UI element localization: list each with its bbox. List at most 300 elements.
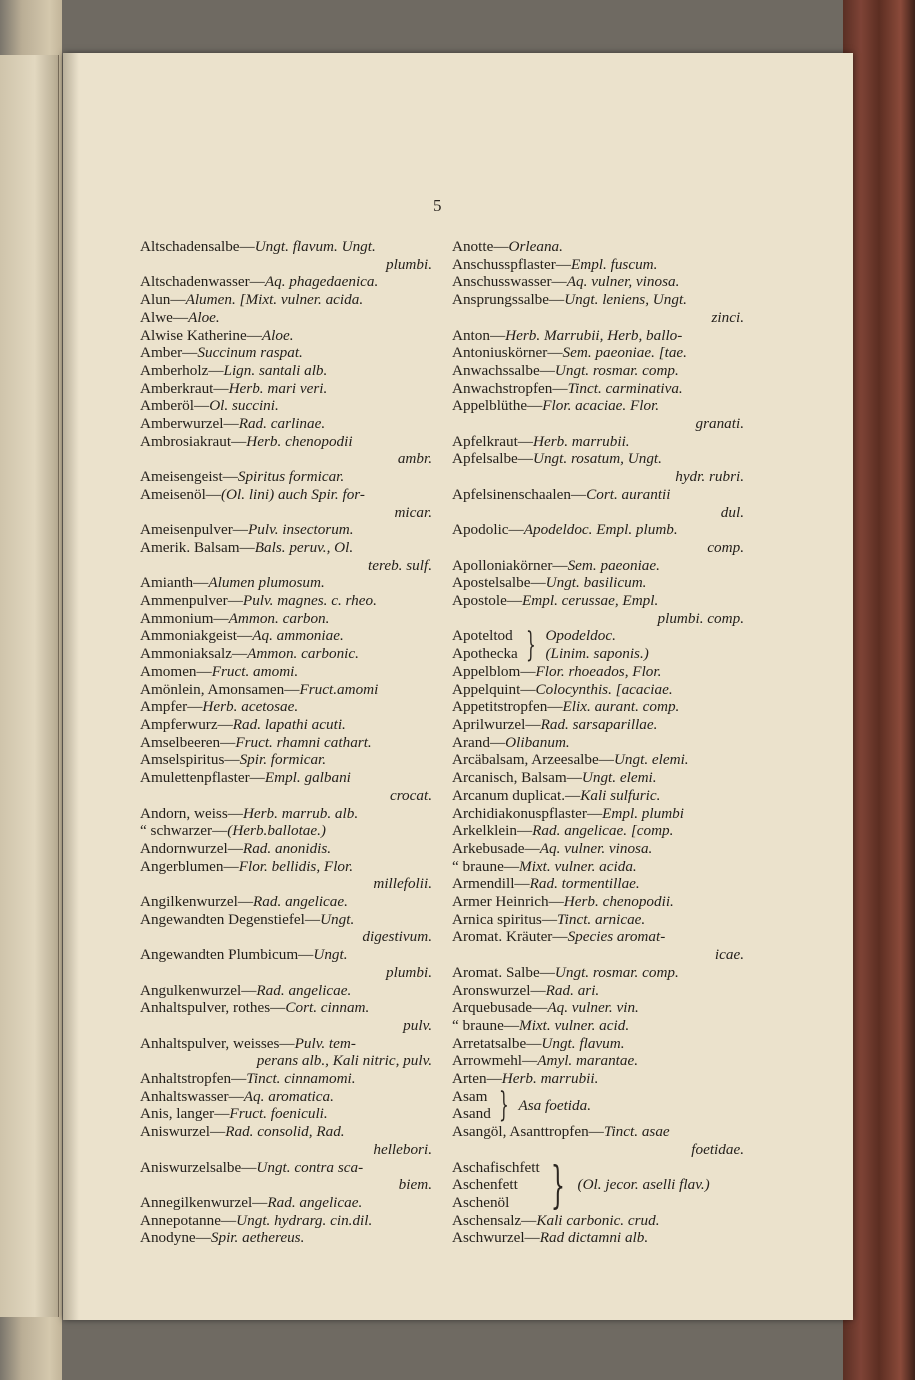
entry-line [140, 840, 432, 858]
entry-line [140, 805, 432, 823]
entry-line [140, 663, 432, 681]
entry-definition: Colocynthis. [acaciae. [535, 680, 673, 698]
entry-term: Anhaltspulver, rothes— [140, 999, 286, 1017]
entry-term: Anton— [452, 326, 506, 344]
entry [140, 627, 432, 645]
entry-definition: Ungt. rosmar. comp. [554, 963, 679, 981]
entry-definition: Spir. formicar. [239, 751, 327, 769]
entry-definition: Herb. marrubii. [532, 432, 630, 450]
entry-term: Annepotanne— [140, 1211, 237, 1229]
entry-term: Amselspiritus— [140, 751, 240, 769]
entry [452, 1017, 744, 1035]
entry-line [452, 486, 744, 504]
entry [452, 380, 744, 398]
entry-definition: Ammon. carbonic. [247, 645, 359, 663]
entry [140, 734, 432, 752]
entry-term: Amberkraut— [140, 379, 229, 397]
entry [452, 1156, 744, 1215]
entry-line [140, 344, 432, 362]
entry-definition: Fruct. amomi. [211, 662, 299, 680]
entry-line [140, 362, 432, 380]
entry-term: Alwise Katherine— [140, 326, 262, 344]
entry [140, 415, 432, 433]
entry-line [452, 875, 744, 893]
entry [140, 362, 432, 380]
entry-definition: Fruct.amomi [299, 680, 379, 698]
entry-definition: Alumen plumosum. [208, 574, 325, 592]
entry-line [452, 805, 744, 823]
entry-term: Ammenpulver— [140, 592, 243, 610]
entry [452, 1085, 744, 1126]
brace-group [452, 1156, 744, 1215]
entry [452, 999, 744, 1017]
entry-term: Apfelkraut— [452, 432, 533, 450]
entry-definition: Sem. paeoniae. [567, 556, 660, 574]
entry-term: “ schwarzer— [140, 822, 228, 840]
entry-line [452, 574, 744, 592]
brace-definitions [578, 1176, 710, 1194]
entry-definition: Kali carbonic. crud. [536, 1211, 660, 1229]
entry [452, 1070, 744, 1088]
entry [452, 557, 744, 575]
left-column [140, 238, 432, 1247]
entry-term: Apfelsinenschaalen— [452, 485, 587, 503]
entry-line [140, 521, 432, 539]
entry-continuation: comp. [707, 538, 744, 556]
entry [140, 610, 432, 628]
entry-definition: Species aromat- [567, 928, 666, 946]
brace-group [452, 625, 744, 666]
entry [140, 574, 432, 592]
entry-continuation: ambr. [397, 450, 432, 468]
entry [452, 592, 744, 627]
entry-term: Amomen— [140, 662, 212, 680]
entry-term: Ammoniakgeist— [140, 627, 253, 645]
entry-definition: Pulv. magnes. c. rheo. [242, 592, 377, 610]
entry-term: Arretatsalbe— [452, 1034, 542, 1052]
entry [452, 486, 744, 521]
entry-line [140, 822, 432, 840]
entry [140, 1212, 432, 1230]
entry-line [140, 698, 432, 716]
entry [140, 238, 432, 273]
entry-line [452, 238, 744, 256]
entry-line [452, 1070, 744, 1088]
entry [140, 663, 432, 681]
entry [140, 291, 432, 309]
book-cover-edge [843, 0, 915, 1380]
entry-line [452, 893, 744, 911]
entry [140, 433, 432, 468]
entry-line [452, 734, 744, 752]
entry [452, 362, 744, 380]
entry-term: Amianth— [140, 574, 209, 592]
entry-term: Amönlein, Amonsamen— [140, 680, 300, 698]
entry-definition: Rad. lapathi acuti. [232, 715, 346, 733]
entry [452, 1123, 744, 1158]
entry-line [140, 574, 432, 592]
entry-line [140, 539, 432, 557]
entry-term: Arnica spiritus— [452, 910, 558, 928]
entry-term: Anodyne— [140, 1229, 211, 1247]
entry-line [140, 858, 432, 876]
entry-definition: (Ol. jecor. aselli flav.) [577, 1176, 710, 1194]
entry-line [452, 344, 744, 362]
entry-term: Amberöl— [140, 397, 210, 415]
entry-term: Angewandten Plumbicum— [140, 946, 314, 964]
entry-term: Amerik. Balsam— [140, 538, 255, 556]
entry [140, 822, 432, 840]
entry-definition: Rad. sarsaparillae. [540, 715, 658, 733]
entry-term: Ambrosiakraut— [140, 432, 247, 450]
entry-definition: Ungt. rosatum, Ungt. [532, 450, 662, 468]
entry-line [452, 1035, 744, 1053]
entry-line [452, 663, 744, 681]
entry [452, 663, 744, 681]
entry-definition: Aq. phagedaenica. [264, 273, 379, 291]
entry-definition: Ungt. elemi. [613, 751, 689, 769]
entry-definition: Kali sulfuric. [580, 786, 661, 804]
entry-line [452, 397, 744, 415]
entry-line [452, 964, 744, 982]
entry-term: Anhaltswasser— [140, 1087, 244, 1105]
entry-definition: Aq. ammoniae. [252, 627, 344, 645]
entry-term: “ braune— [452, 857, 520, 875]
entry-term: Appetitstropfen— [452, 698, 563, 716]
entry-continuation: icae. [714, 946, 744, 964]
entry-continuation: granati. [695, 415, 744, 433]
entry-line [140, 751, 432, 769]
entry [452, 928, 744, 963]
entry-definition: Empl. cerussae, Empl. [522, 592, 659, 610]
entry-term: Anis, langer— [140, 1105, 230, 1123]
entry-definition: Empl. fuscum. [570, 255, 658, 273]
entry-continuation: hellebori. [373, 1140, 432, 1158]
brace-definitions [545, 627, 648, 662]
entry-term: Appelblom— [452, 662, 536, 680]
entry-definition: Pulv. tem- [294, 1034, 356, 1052]
entry-term: Alun— [140, 291, 186, 309]
entry-continuation: foetidae. [691, 1140, 744, 1158]
entry-line [452, 787, 744, 805]
entry-definition: Herb. Marrubii, Herb, ballo- [505, 326, 683, 344]
entry-term: Aniswurzelsalbe— [140, 1158, 257, 1176]
entry-term: Appelblüthe— [452, 397, 543, 415]
entry-definition: Cort. cinnam. [285, 999, 370, 1017]
entry-continuation: hydr. rubri. [675, 468, 744, 486]
entry [140, 645, 432, 663]
entry-line [140, 238, 432, 256]
entry-line [140, 627, 432, 645]
entry-term: “ braune— [452, 1016, 520, 1034]
brace-glyph: } [550, 1156, 565, 1215]
entry [452, 964, 744, 982]
entry-term: Asam [452, 1087, 488, 1105]
entry [452, 751, 744, 769]
entry-term: Ampfer— [140, 698, 203, 716]
entry [452, 273, 744, 291]
entry-line [452, 557, 744, 575]
entry-line [452, 840, 744, 858]
entry-term: Annegilkenwurzel— [140, 1193, 268, 1211]
entry [140, 1229, 432, 1247]
entry-definition: Sem. paeoniae. [tae. [562, 344, 687, 362]
entry-definition: Tinct. carminativa. [567, 379, 683, 397]
entry [140, 999, 432, 1034]
entry [140, 1123, 432, 1158]
entry [452, 822, 744, 840]
entry-line [140, 1105, 432, 1123]
entry [140, 1105, 432, 1123]
entry-line [452, 362, 744, 380]
entry [452, 1212, 744, 1230]
entry-line [140, 468, 432, 486]
entry-definition: Ol. succini. [209, 397, 279, 415]
entry [140, 858, 432, 893]
entry [140, 592, 432, 610]
entry-term: Altschadenwasser— [140, 273, 265, 291]
entry-continuation: plumbi. [386, 255, 432, 273]
entry [140, 344, 432, 362]
entry-line [140, 291, 432, 309]
entry-term: Armer Heinrich— [452, 893, 564, 911]
entry-continuation: plumbi. [386, 963, 432, 981]
entry-term: Apostelsalbe— [452, 574, 546, 592]
entry-definition: Ungt. rosmar. comp. [554, 361, 679, 379]
entry-term: Archidiakonuspflaster— [452, 804, 603, 822]
entry-definition: Flor. bellidis, Flor. [238, 857, 354, 875]
entry [452, 397, 744, 432]
entry-line [140, 1123, 432, 1141]
entry-term: Anhaltspulver, weisses— [140, 1034, 295, 1052]
entry [452, 450, 744, 485]
entry-term: Aschensalz— [452, 1211, 537, 1229]
entry-definition: Tinct. asae [603, 1123, 670, 1141]
entry-definition: Asa foetida. [518, 1096, 592, 1114]
entry-line [452, 592, 744, 610]
entry [452, 858, 744, 876]
entry-line [452, 769, 744, 787]
entry [452, 698, 744, 716]
entry [452, 893, 744, 911]
entry [452, 1052, 744, 1070]
entry-continuation: plumbi. comp. [657, 609, 744, 627]
entry-term: Asangöl, Asanttropfen— [452, 1123, 604, 1141]
entry-term: Aniswurzel— [140, 1123, 226, 1141]
entry-term: Andornwurzel— [140, 839, 243, 857]
entry-definition: Spiritus formicar. [237, 468, 345, 486]
entry-term: Aronswurzel— [452, 981, 546, 999]
previous-page-edge [0, 55, 59, 1317]
entry [452, 681, 744, 699]
entry-line [452, 928, 744, 946]
entry-line [452, 681, 744, 699]
entry-line [452, 273, 744, 291]
entry-line [140, 592, 432, 610]
entry [140, 893, 432, 911]
entry-term: Angerblumen— [140, 857, 239, 875]
entry-line [140, 946, 432, 964]
entry [452, 344, 744, 362]
entry-line [452, 858, 744, 876]
entry-definition: (Ol. lini) auch Spir. for- [221, 485, 365, 503]
entry [140, 1035, 432, 1070]
entry-line [452, 450, 744, 468]
entry-line [452, 1017, 744, 1035]
entry-definition: Rad dictamni alb. [539, 1229, 649, 1247]
brace-glyph: } [525, 625, 536, 666]
brace-terms [452, 1088, 491, 1123]
entry-definition: Pulv. insectorum. [247, 521, 354, 539]
entry-term: Apolloniakörner— [452, 556, 568, 574]
entry [452, 875, 744, 893]
entry-line [452, 698, 744, 716]
entry-term: Arrowmehl— [452, 1052, 538, 1070]
entry-term: Apostole— [452, 592, 523, 610]
entry-term: Ameisenpulver— [140, 521, 248, 539]
entry-continuation: micar. [394, 503, 432, 521]
entry [452, 291, 744, 326]
brace-glyph: } [498, 1085, 509, 1126]
entry [140, 982, 432, 1000]
entry-term: Armendill— [452, 875, 530, 893]
entry [452, 574, 744, 592]
entry-term: Andorn, weiss— [140, 804, 243, 822]
entry-term: Ammoniaksalz— [140, 645, 248, 663]
entry-definition: Empl. plumbi [602, 804, 684, 822]
entry-line [452, 999, 744, 1017]
entry-line [140, 911, 432, 929]
entry-line [140, 1088, 432, 1106]
entry-definition: Tinct. arnicae. [557, 910, 646, 928]
entry-definition: Apodeldoc. Empl. plumb. [523, 521, 678, 539]
entry-definition: Orleana. [508, 238, 563, 255]
entry [140, 380, 432, 398]
entry [140, 698, 432, 716]
entry-definition: Alumen. [Mixt. vulner. acida. [185, 291, 364, 309]
entry [452, 256, 744, 274]
entry-term: Arkelklein— [452, 822, 533, 840]
entry-definition: Rad. angelicae. [253, 893, 348, 911]
entry-definition: Lign. santali alb. [223, 361, 328, 379]
entry-line [452, 1212, 744, 1230]
entry-definition: Mixt. vulner. acid. [519, 1016, 630, 1034]
entry-continuation: millefolii. [373, 875, 432, 893]
brace-definitions [518, 1097, 591, 1115]
entry-definition: Succinum raspat. [197, 344, 303, 362]
entry-definition: Rad. angelicae. [256, 981, 352, 999]
brace-terms [452, 1159, 540, 1212]
entry [452, 433, 744, 451]
entry-line [140, 610, 432, 628]
entry-definition: Rad. carlinae. [238, 415, 326, 433]
entry [452, 1229, 744, 1247]
entry-line [140, 380, 432, 398]
entry-line [140, 309, 432, 327]
entry-term: Anwachssalbe— [452, 361, 555, 379]
entry-term: Amberwurzel— [140, 415, 239, 433]
entry-definition: Rad. tormentillae. [529, 875, 640, 893]
entry-line [140, 1035, 432, 1053]
entry-definition: Aq. aromatica. [243, 1087, 334, 1105]
entry [140, 716, 432, 734]
entry-line [452, 256, 744, 274]
entry-definition: Ungt. leniens, Ungt. [564, 291, 687, 309]
entry-definition: Herb. chenopodii [246, 432, 353, 450]
entry-continuation: dul. [720, 503, 744, 521]
brace-group [452, 1085, 744, 1126]
entry-term: Aromat. Kräuter— [452, 928, 568, 946]
entry [452, 1035, 744, 1053]
brace-terms [452, 627, 518, 662]
entry [140, 946, 432, 981]
entry-definition: Opodeldoc. [545, 627, 616, 645]
entry-line [140, 397, 432, 415]
entry [140, 521, 432, 539]
entry-definition: Ungt. hydrarg. cin.dil. [236, 1211, 373, 1229]
entry-line [140, 1212, 432, 1230]
entry-definition: Aq. vulner, vinosa. [566, 273, 680, 291]
entry-definition: Ungt. [313, 946, 348, 964]
entry-definition: Elix. aurant. comp. [562, 698, 680, 716]
page-number: 5 [433, 196, 442, 215]
entry [140, 539, 432, 574]
entry-line [140, 645, 432, 663]
entry-term: Ameisengeist— [140, 468, 238, 486]
entry-definition: Ungt. basilicum. [545, 574, 647, 592]
entry-line [140, 1229, 432, 1247]
entry-definition: (Herb.ballotae.) [227, 822, 326, 840]
entry-definition: Herb. marrub. alb. [242, 804, 359, 822]
entry [452, 625, 744, 666]
entry-definition: Amyl. marantae. [537, 1052, 639, 1070]
entry [140, 468, 432, 486]
entry-continuation: biem. [398, 1176, 432, 1194]
entry-line [140, 769, 432, 787]
entry-term: Ansprungssalbe— [452, 291, 565, 309]
entry-line [452, 1123, 744, 1141]
entry-definition: Rad. consolid, Rad. [225, 1123, 345, 1141]
entry-continuation: digestivum. [362, 928, 432, 946]
entry-definition: Aloe. [188, 308, 220, 326]
entry-definition: Ammon. carbon. [228, 609, 330, 627]
entry-definition: (Linim. saponis.) [545, 645, 649, 663]
entry [452, 769, 744, 787]
entry [140, 1159, 432, 1194]
entry-definition: Mixt. vulner. acida. [519, 857, 637, 875]
entry-term: Arquebusade— [452, 999, 548, 1017]
entry-term: Apfelsalbe— [452, 450, 533, 468]
entry-continuation: zinci. [711, 308, 744, 326]
entry-definition: Herb. acetosae. [202, 698, 299, 716]
entry [140, 273, 432, 291]
entry-definition: Ungt. elemi. [581, 769, 657, 787]
entry-term: Aprilwurzel— [452, 715, 541, 733]
entry-definition: Flor. acaciae. Flor. [542, 397, 660, 415]
entry [140, 805, 432, 823]
entry-term: Arcäbalsam, Arzeesalbe— [452, 751, 614, 769]
entry [140, 911, 432, 946]
entry-line [452, 1229, 744, 1247]
entry-line [452, 327, 744, 345]
entry-definition: Herb. mari veri. [228, 379, 328, 397]
entry-line [140, 1159, 432, 1177]
entry [140, 840, 432, 858]
entry-term: Alwe— [140, 308, 189, 326]
entry-definition: Herb. marrubii. [501, 1070, 599, 1088]
entry-line [140, 982, 432, 1000]
entry-definition: Ungt. flavum. [541, 1034, 625, 1052]
